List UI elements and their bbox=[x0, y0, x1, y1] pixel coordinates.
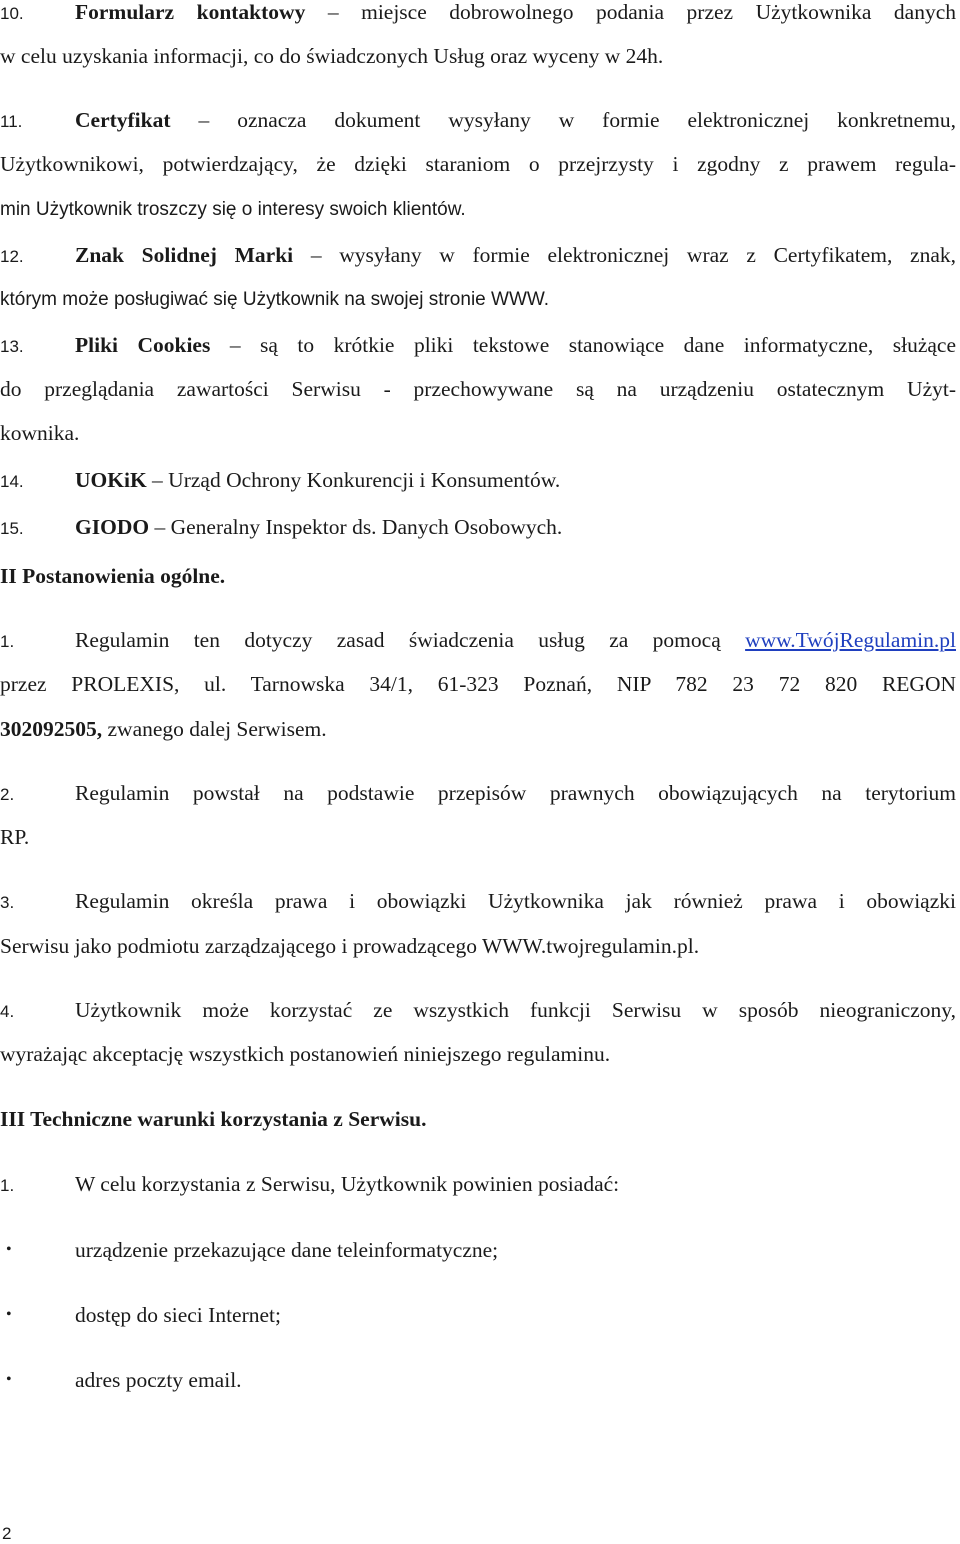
item-number: 1. bbox=[0, 1176, 15, 1195]
term: UOKiK bbox=[75, 468, 147, 492]
section-heading: II Postanowienia ogólne. bbox=[0, 564, 226, 588]
item-14 bbox=[0, 470, 560, 492]
paragraph-text: Regulamin ten dotyczy zasad świadczenia usług za pomocą bbox=[75, 628, 721, 652]
section-2-p3-line-2: Serwisu jako podmiotu zarządzającego i prowadzącego WWW.twojregulamin.pl. bbox=[0, 934, 700, 958]
item-number: 10. bbox=[0, 4, 24, 23]
bullet-text: dostęp do sieci Internet; bbox=[75, 1303, 281, 1327]
bullet-text: adres poczty email. bbox=[75, 1368, 242, 1392]
website-link[interactable]: www.TwójRegulamin.pl bbox=[745, 628, 956, 652]
term: Pliki Cookies bbox=[75, 333, 211, 357]
paragraph-text: zwanego dalej Serwisem. bbox=[107, 717, 327, 741]
section-3-p1 bbox=[0, 1174, 619, 1196]
item-10-line-1 bbox=[0, 2, 956, 24]
paragraph-text: Regulamin określa prawa i obowiązki Użytkownika jak również prawa i obowiązki bbox=[75, 889, 956, 913]
item-10-line-2: w celu uzyskania informacji, co do świadczonych Usług oraz wyceny w 24h. bbox=[0, 44, 664, 68]
item-11-line-3: min Użytkownik troszczy się o interesy swoich klientów. bbox=[0, 199, 466, 220]
definition-text: – oznacza dokument wysyłany w formie elektronicznej konkretnemu, bbox=[198, 108, 956, 132]
term: Znak Solidnej Marki bbox=[75, 243, 294, 267]
definition-text: – Urząd Ochrony Konkurencji i Konsumentów. bbox=[152, 468, 561, 492]
definition-text: – Generalny Inspektor ds. Danych Osobowych. bbox=[154, 515, 563, 539]
paragraph-text: Regulamin powstał na podstawie przepisów prawnych obowiązujących na terytorium bbox=[75, 781, 956, 805]
regon-number: 302092505, bbox=[0, 717, 103, 741]
item-13-line-2: do przeglądania zawartości Serwisu - przechowywane są na urządzeniu ostatecznym Użyt- bbox=[0, 377, 956, 401]
section-2-p1-line-2: przez PROLEXIS, ul. Tarnowska 34/1, 61-323 Poznań, NIP 782 23 72 820 REGON bbox=[0, 672, 956, 696]
item-12-line-2: którym może posługiwać się Użytkownik na swojej stronie WWW. bbox=[0, 289, 550, 310]
term: GIODO bbox=[75, 515, 150, 539]
item-number: 14. bbox=[0, 472, 24, 491]
item-number: 2. bbox=[0, 785, 15, 804]
item-number: 3. bbox=[0, 893, 15, 912]
item-number: 13. bbox=[0, 337, 24, 356]
section-2-p4-line-2: wyrażając akceptację wszystkich postanowień niniejszego regulaminu. bbox=[0, 1042, 611, 1066]
bullet-text: urządzenie przekazujące dane teleinformatyczne; bbox=[75, 1238, 499, 1262]
section-2-p2-line-1 bbox=[0, 783, 956, 805]
bullet-icon: • bbox=[6, 1371, 12, 1388]
item-number: 4. bbox=[0, 1002, 15, 1021]
section-2-p2-line-2: RP. bbox=[0, 825, 30, 849]
section-2-p4-line-1 bbox=[0, 1000, 956, 1022]
paragraph-text: W celu korzystania z Serwisu, Użytkownik powinien posiadać: bbox=[75, 1172, 620, 1196]
item-11-line-1 bbox=[0, 110, 956, 132]
definition-text: – wysyłany w formie elektronicznej wraz z Certyfikatem, znak, bbox=[310, 243, 957, 267]
term: Certyfikat bbox=[75, 108, 171, 132]
item-number: 1. bbox=[0, 632, 15, 651]
term: Formularz kontaktowy bbox=[75, 0, 306, 24]
section-heading: III Techniczne warunki korzystania z Serwisu. bbox=[0, 1107, 427, 1131]
paragraph-text: Użytkownik może korzystać ze wszystkich funkcji Serwisu w sposób nieograniczony, bbox=[75, 998, 956, 1022]
section-2-p1-line-1 bbox=[0, 630, 956, 652]
item-number: 15. bbox=[0, 519, 24, 538]
item-13-line-3: kownika. bbox=[0, 421, 80, 445]
item-15 bbox=[0, 517, 562, 539]
bullet-item bbox=[0, 1370, 242, 1392]
bullet-icon: • bbox=[6, 1241, 12, 1258]
section-2-p1-line-3 bbox=[0, 719, 327, 741]
section-2-p3-line-1 bbox=[0, 891, 956, 913]
item-11-line-2: Użytkownikowi, potwierdzający, że dzięki staraniom o przejrzysty i zgodny z prawem regula- bbox=[0, 152, 956, 176]
page-number: 2 bbox=[2, 1524, 12, 1543]
item-12-line-1 bbox=[0, 245, 956, 267]
bullet-item bbox=[0, 1305, 281, 1327]
definition-text: – są to krótkie pliki tekstowe stanowiące dane informatyczne, służące bbox=[229, 333, 956, 357]
item-13-line-1 bbox=[0, 335, 956, 357]
item-number: 12. bbox=[0, 247, 24, 266]
item-number: 11. bbox=[0, 112, 23, 131]
bullet-item bbox=[0, 1240, 498, 1262]
definition-text: – miejsce dobrowolnego podania przez Użytkownika danych bbox=[327, 0, 957, 24]
bullet-icon: • bbox=[6, 1306, 12, 1323]
